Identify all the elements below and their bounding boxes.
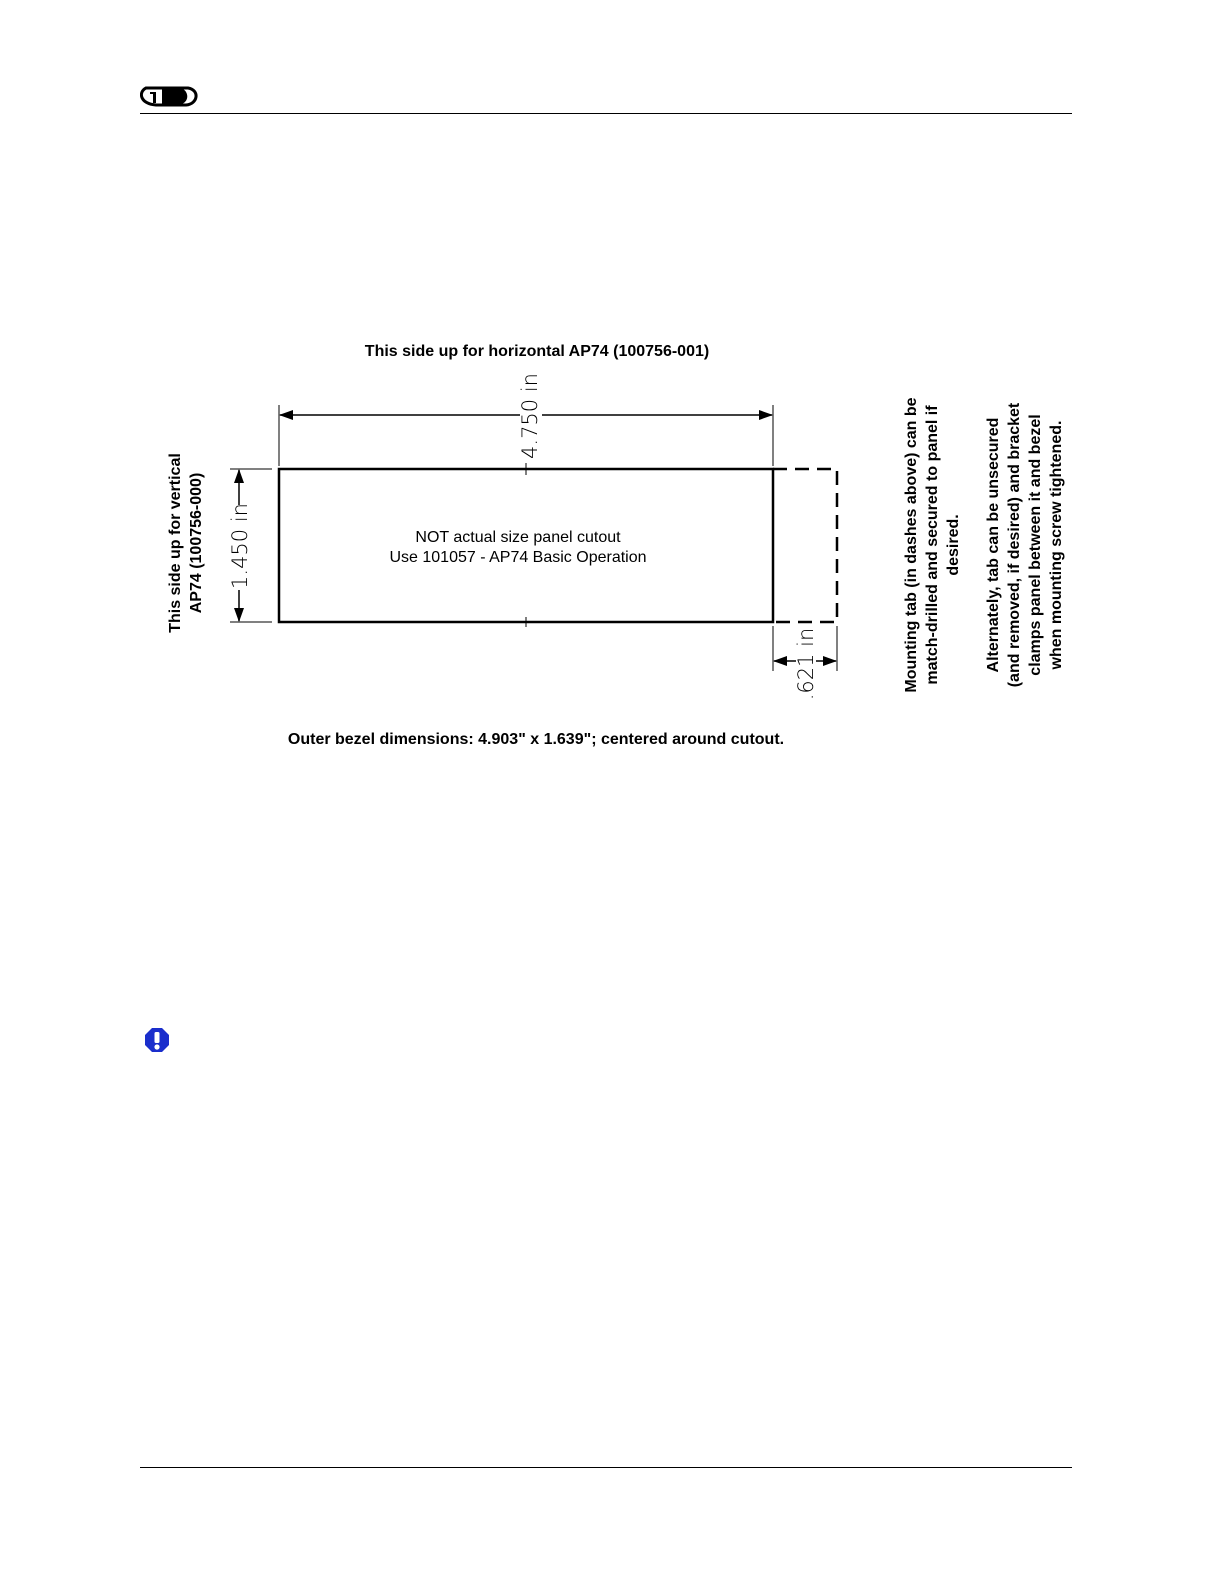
mounting-note-line: Mounting tab (in dashes above) can be — [903, 397, 920, 693]
cutout-note-line1: NOT actual size panel cutout — [415, 529, 621, 546]
caution-icon — [144, 1027, 170, 1053]
width-dimension-label: 4.750 in — [518, 373, 542, 459]
footer-rule — [140, 1467, 1072, 1468]
alternate-note-line: Alternately, tab can be unsecured — [985, 417, 1002, 673]
tab-dimension-label: .621 in — [794, 627, 818, 701]
alternate-note-line: (and removed, if desired) and bracket — [1006, 402, 1023, 688]
vertical-orientation-label-line1: This side up for vertical — [167, 453, 184, 633]
mounting-tab-note — [903, 397, 962, 692]
height-dimension-label: 1.450 in — [228, 503, 252, 589]
horizontal-orientation-label: This side up for horizontal AP74 (100756-001) — [364, 343, 710, 360]
alternate-note — [985, 402, 1065, 687]
alternate-note-line: when mounting screw tightened. — [1048, 420, 1065, 670]
mounting-tab-outline — [773, 469, 837, 622]
bezel-dimensions-note: Outer bezel dimensions: 4.903" x 1.639"; centered around cutout. — [287, 731, 785, 748]
mounting-note-line: desired. — [945, 514, 962, 576]
vertical-orientation-label-line2: AP74 (100756-000) — [188, 472, 205, 614]
cutout-note-line2: Use 101057 - AP74 Basic Operation — [389, 549, 647, 566]
alternate-note-line: clamps panel between it and bezel — [1027, 414, 1044, 676]
mounting-note-line: match-drilled and secured to panel if — [924, 405, 941, 685]
